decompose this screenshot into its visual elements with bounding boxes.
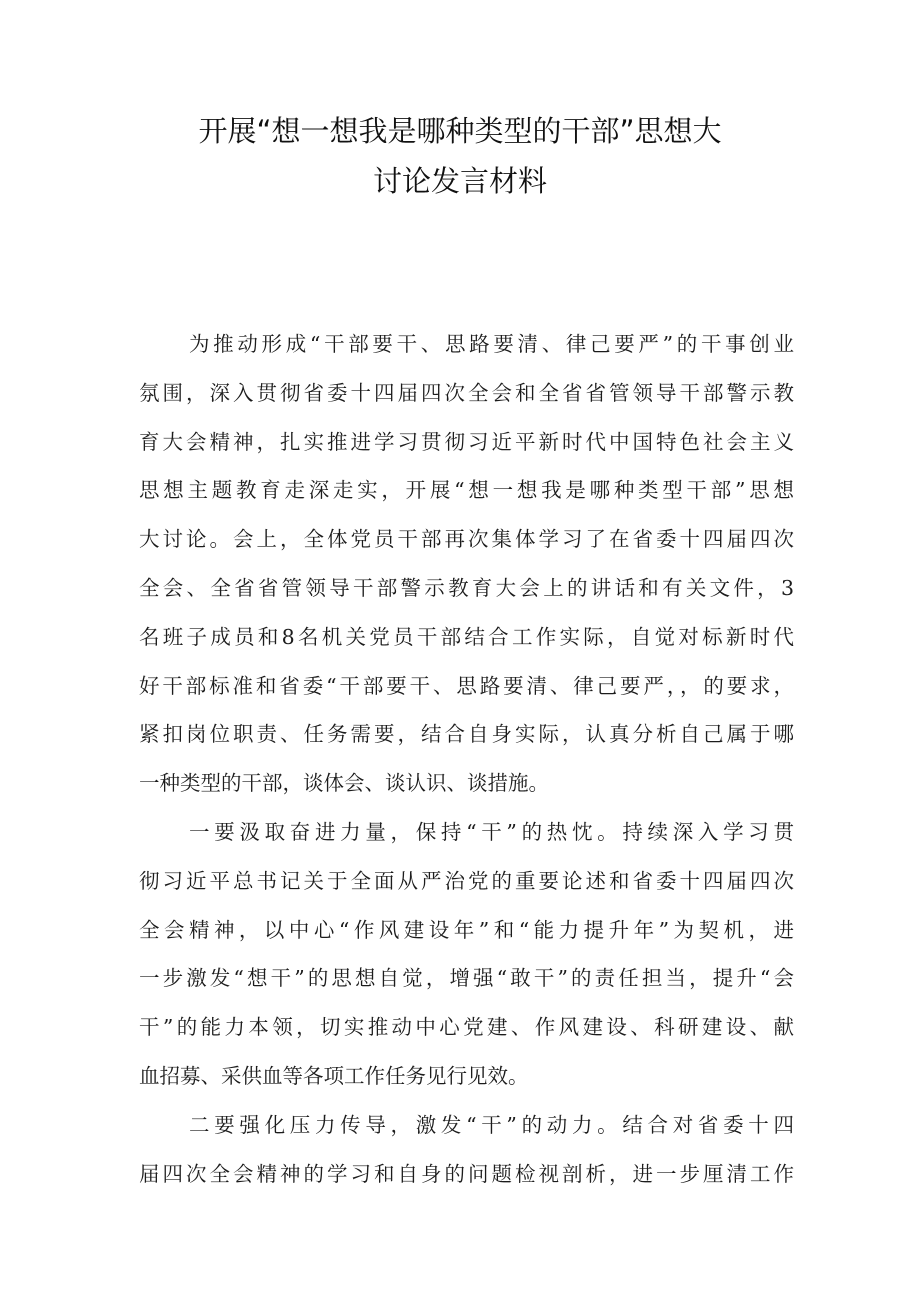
text-line: 一步激发“想干”的思想自觉，增强“敢干”的责任担当，提升“会: [139, 966, 794, 991]
document-body: [139, 320, 794, 1198]
title-line-1: 开展“想一想我是哪种类型的干部”思想大: [198, 114, 722, 148]
text-line: 届四次全会精神的学习和自身的问题检视剖析，进一步厘清工作: [139, 1161, 794, 1186]
paragraph-point-one: [139, 808, 794, 1101]
text-line: 全会精神，以中心“作风建设年”和“能力提升年”为契机，进: [139, 917, 794, 942]
paragraph-intro: [139, 320, 794, 808]
text-line: 为推动形成“干部要干、思路要清、律己要严”的干事创业: [189, 332, 794, 356]
text-line: 大讨论。会上，全体党员干部再次集体学习了在省委十四届四次: [139, 527, 794, 552]
page-title: [120, 106, 800, 206]
text-line: 紧扣岗位职责、任务需要，结合自身实际，认真分析自己属于哪: [139, 722, 794, 747]
text-line: 血招募、采供血等各项工作任务见行见效。: [139, 1063, 529, 1088]
paragraph-point-two: [139, 1101, 794, 1199]
text-line: 氛围，深入贯彻省委十四届四次全会和全省省管领导干部警示教: [139, 380, 794, 405]
text-line: 干”的能力本领，切实推动中心党建、作风建设、科研建设、献: [139, 1015, 794, 1040]
text-line: 好干部标准和省委“干部要干、思路要清、律己要严，，的要求，: [139, 673, 794, 698]
text-line: 思想主题教育走深走实，开展“想一想我是哪种类型干部”思想: [139, 478, 794, 503]
text-line: 全会、全省省管领导干部警示教育大会上的讲话和有关文件，3: [139, 575, 794, 600]
title-line-2: 讨论发言材料: [372, 164, 547, 198]
text-line: 彻习近平总书记关于全面从严治党的重要论述和省委十四届四次: [139, 868, 794, 893]
text-line: 一要汲取奋进力量，保持“干”的热忱。持续深入学习贯: [189, 819, 794, 844]
text-line: 名班子成员和8名机关党员干部结合工作实际，自觉对标新时代: [139, 624, 794, 649]
text-line: 育大会精神，扎实推进学习贯彻习近平新时代中国特色社会主义: [139, 429, 794, 454]
text-line: 二要强化压力传导，激发“干”的动力。结合对省委十四: [189, 1112, 794, 1137]
text-line: 一种类型的干部，谈体会、谈认识、谈措施。: [139, 771, 549, 796]
